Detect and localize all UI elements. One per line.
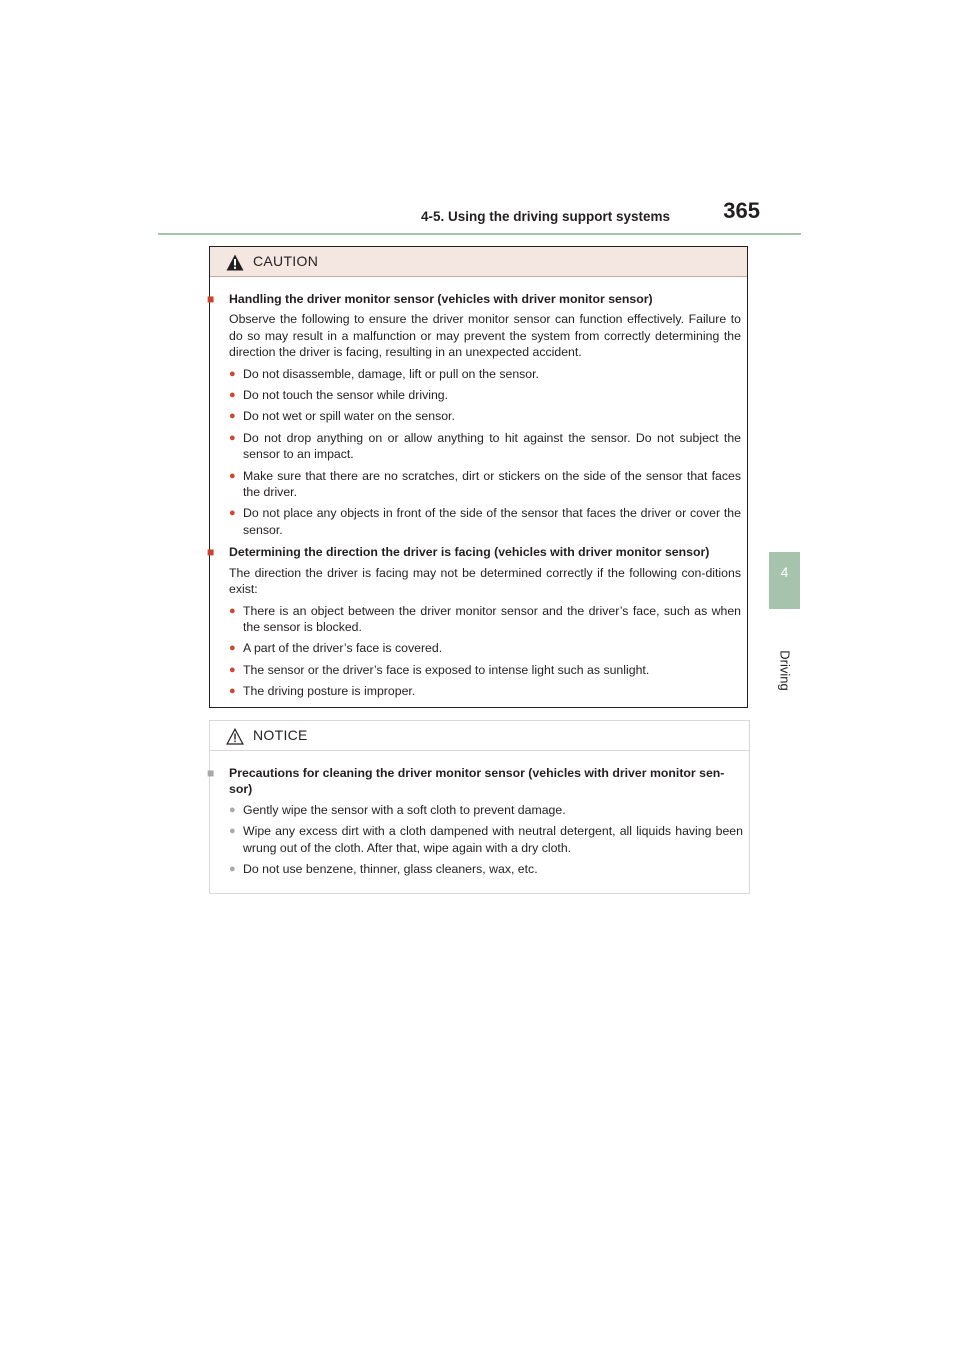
list-item-text: A part of the driver’s face is covered. (243, 641, 443, 656)
list-item (218, 468, 741, 501)
caution-label: CAUTION (253, 253, 319, 269)
list-item-text: Do not use benzene, thinner, glass cleaners, wax, etc. (243, 862, 538, 877)
round-bullet-icon: ● (229, 431, 236, 444)
list-item (218, 683, 741, 699)
square-bullet-icon: ■ (207, 766, 215, 780)
round-bullet-icon: ● (229, 642, 236, 655)
round-bullet-icon: ● (229, 469, 236, 482)
list-item (218, 823, 743, 856)
list-item-text: Gently wipe the sensor with a soft cloth to prevent damage. (243, 802, 566, 817)
list-item-text: There is an object between the driver monitor sensor and the driver’s face, such as when the sensor is blocked. (243, 603, 741, 634)
list-item-text: Do not touch the sensor while driving. (243, 388, 449, 403)
list-item (218, 861, 743, 877)
square-bullet-icon: ■ (207, 545, 215, 560)
section-title-text: Precautions for cleaning the driver monitor sensor (vehicles with driver monitor sen-sor) (229, 766, 725, 797)
list-item (218, 802, 743, 818)
list-item-text: The sensor or the driver’s face is exposed to intense light such as sunlight. (243, 662, 650, 677)
warning-triangle-icon (226, 254, 244, 271)
round-bullet-icon: ● (229, 825, 236, 838)
notice-label: NOTICE (253, 727, 308, 743)
notice-body (207, 751, 749, 877)
square-bullet-icon: ■ (207, 292, 215, 306)
notice-section (207, 765, 743, 877)
caution-section (207, 291, 741, 538)
round-bullet-icon: ● (229, 604, 236, 617)
list-item-text: Make sure that there are no scratches, dirt or stickers on the side of the sensor that faces the driver. (243, 468, 741, 500)
list-item (218, 640, 741, 656)
warning-triangle-outline-icon (226, 728, 244, 745)
caution-header (210, 247, 747, 277)
list-item (218, 387, 741, 403)
section-title (207, 544, 741, 560)
caution-body (207, 277, 747, 700)
list-item (218, 408, 741, 424)
section-intro: The direction the driver is facing may not be determined correctly if the following con-ditions exist: (229, 565, 741, 597)
section-title-text: Determining the direction the driver is facing (vehicles with driver monitor sensor) (229, 545, 710, 560)
round-bullet-icon: ● (229, 803, 236, 816)
section-title (207, 291, 741, 307)
list-item (218, 603, 741, 636)
round-bullet-icon: ● (229, 685, 236, 698)
section-intro: Observe the following to ensure the driver monitor sensor can function effectively. Failure to do so may result in a malfunction or may prevent the system from correctly determining the direction the driver is facing, resulting in an unexpected accident. (229, 312, 741, 360)
list-item-text: Do not drop anything on or allow anything to hit against the sensor. Do not subject the sensor to an impact. (243, 430, 741, 462)
notice-header (210, 721, 749, 751)
round-bullet-icon: ● (229, 663, 236, 676)
list-item (218, 366, 741, 382)
caution-box (209, 246, 748, 708)
list-item (218, 505, 741, 538)
round-bullet-icon: ● (229, 389, 236, 402)
section-title-text: Handling the driver monitor sensor (vehicles with driver monitor sensor) (229, 292, 653, 306)
list-item-text: Wipe any excess dirt with a cloth dampened with neutral detergent, all liquids having been wrung out of the cloth. After that, wipe again with a dry cloth. (243, 824, 743, 855)
list-item (218, 662, 741, 678)
round-bullet-icon: ● (229, 410, 236, 423)
list-item-text: Do not disassemble, damage, lift or pull on the sensor. (243, 366, 539, 381)
round-bullet-icon: ● (229, 507, 236, 520)
round-bullet-icon: ● (229, 367, 236, 380)
list-item (218, 430, 741, 463)
page-number: 365 (723, 198, 760, 223)
list-item-text: Do not place any objects in front of the side of the sensor that faces the driver or cover the sensor. (243, 506, 741, 537)
section-title (207, 765, 743, 798)
header-rule (158, 233, 801, 235)
caution-section (207, 544, 741, 699)
list-item-text: Do not wet or spill water on the sensor. (243, 409, 455, 424)
list-item-text: The driving posture is improper. (243, 684, 416, 699)
section-title: 4-5. Using the driving support systems (420, 209, 670, 224)
round-bullet-icon: ● (229, 863, 236, 876)
chapter-label (765, 640, 805, 700)
notice-box (209, 720, 750, 894)
chapter-label-text: Driving (777, 649, 793, 691)
chapter-tab[interactable]: 4 (769, 552, 800, 609)
